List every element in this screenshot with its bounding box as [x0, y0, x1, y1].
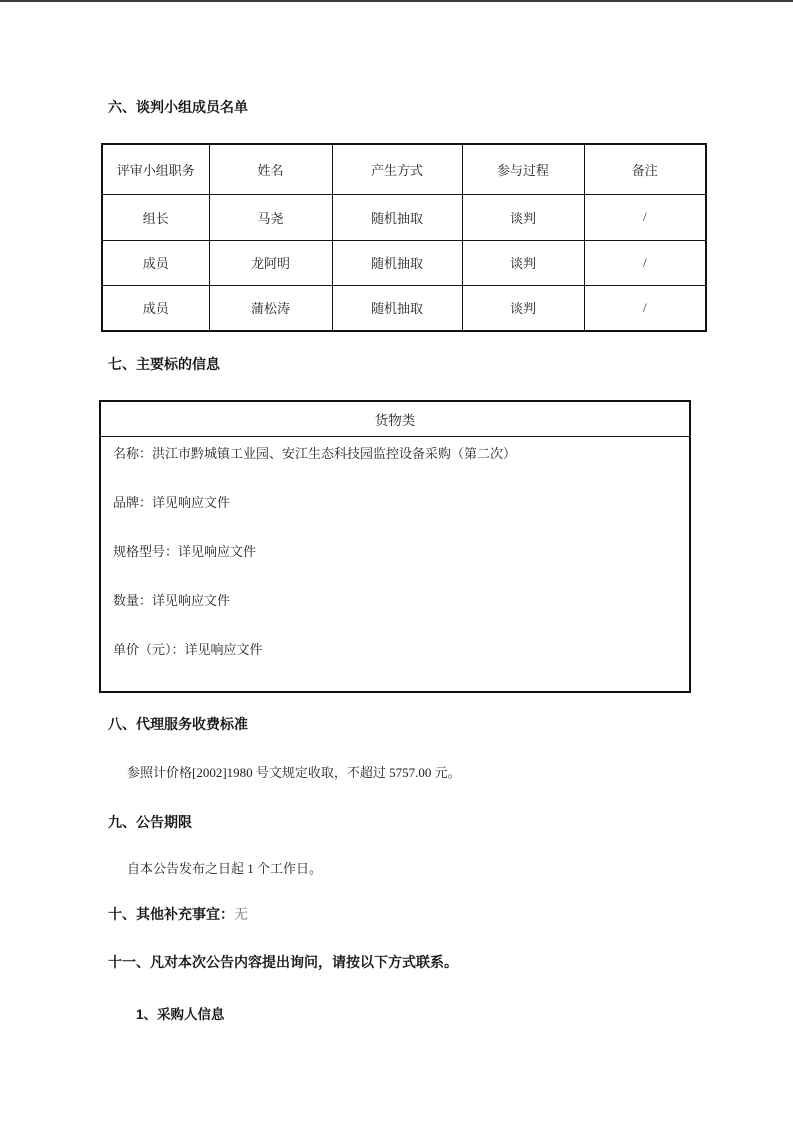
table-cell: 成员 [102, 285, 209, 331]
section-10-value: 无 [234, 908, 248, 923]
subject-name-line: 名称：洪江市黔城镇工业园、安江生态科技园监控设备采购（第二次） [113, 445, 517, 461]
section-7-heading: 七、主要标的信息 [108, 356, 220, 372]
table-row [102, 194, 706, 240]
table-row [102, 240, 706, 285]
subject-details-cell [100, 436, 690, 692]
table-cell: 随机抽取 [332, 240, 462, 285]
table-cell: 谈判 [462, 285, 584, 331]
column-header: 参与过程 [462, 144, 584, 194]
table-cell: 组长 [102, 194, 209, 240]
section-8-body: 参照计价格[2002]1980 号文规定收取，不超过 5757.00 元。 [127, 765, 461, 780]
table-cell: 龙阿明 [209, 240, 332, 285]
table-cell: 蒲松涛 [209, 285, 332, 331]
section-9-body: 自本公告发布之日起 1 个工作日。 [127, 861, 323, 876]
section-8-heading: 八、代理服务收费标准 [108, 716, 248, 732]
table-cell: 成员 [102, 240, 209, 285]
table-cell: 谈判 [462, 240, 584, 285]
table-cell: 随机抽取 [332, 285, 462, 331]
table-cell: / [584, 240, 706, 285]
section-9-heading: 九、公告期限 [108, 814, 192, 830]
subject-info-table [99, 400, 691, 693]
page-top-divider [0, 0, 793, 2]
subject-quantity-line: 数量：详见响应文件 [113, 592, 231, 608]
column-header: 姓名 [209, 144, 332, 194]
goods-category-header: 货物类 [100, 401, 690, 436]
table-cell: 谈判 [462, 194, 584, 240]
column-header: 备注 [584, 144, 706, 194]
table-cell: / [584, 285, 706, 331]
subject-brand-line: 品牌：详见响应文件 [113, 494, 231, 510]
column-header: 产生方式 [332, 144, 462, 194]
purchaser-info-subheading: 1、采购人信息 [136, 1007, 225, 1022]
section-10-heading: 十、其他补充事宜： [108, 906, 234, 922]
table-cell: 马尧 [209, 194, 332, 240]
section-10-line [108, 906, 248, 924]
column-header: 评审小组职务 [102, 144, 209, 194]
section-6-heading: 六、谈判小组成员名单 [108, 99, 248, 115]
table-row [100, 436, 690, 692]
section-11-heading: 十一、凡对本次公告内容提出询问，请按以下方式联系。 [108, 954, 458, 970]
table-header-row [102, 144, 706, 194]
table-cell: / [584, 194, 706, 240]
table-header-row [100, 401, 690, 436]
negotiation-members-table [101, 143, 707, 332]
subject-spec-line: 规格型号：详见响应文件 [113, 543, 257, 559]
table-row [102, 285, 706, 331]
subject-price-line: 单价（元）：详见响应文件 [113, 641, 263, 657]
table-cell: 随机抽取 [332, 194, 462, 240]
